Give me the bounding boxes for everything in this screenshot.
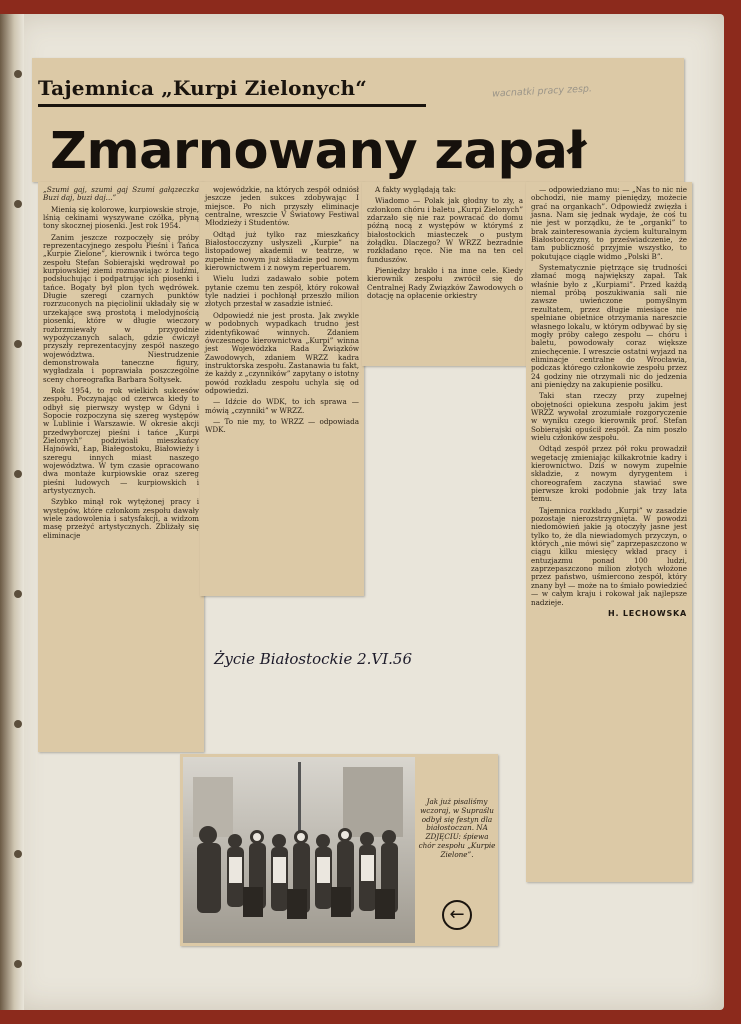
paragraph: wojewódzkie, na których zespół odniósł jeszcze jeden sukces zdobywając I miejsce. Po nich przyszły eliminacje centralne, wreszcie V Światowy Festiwal Młodzieży i Studentów. <box>205 185 359 228</box>
paragraph: Rok 1954, to rok wielkich sukcesów zespołu. Poczynając od czerwca kiedy to odbył się pierwszy występ w Gdyni i Sopocie rozpoczyna się szereg występów w Lublinie i Warszawie. W okresie akcji przedwyborczej pieśni i tańce „Kurpi Zielonych” podziwiali mieszkańcy Hajnówki, Łap, Białegostoku, Białowieży i szeregu innych miast naszego województwa. W tym czasie opracowano dwa montaże kurpiowskie oraz szereg pieśni ludowych — kurpiowskich i artystycznych. <box>43 385 199 496</box>
paragraph: — odpowiedziano mu: — „Nas to nic nie obchodzi, nie mamy pieniędzy, możecie grać na organkach”. Odpowiedź zwięzła i jasna. Nam się jednak wydaje, że coś tu nie jest w porządku, że te „organki” to brak zainteresowania życiem kulturalnym Białostocczyzny, to przeświadczenie, że tam publiczność przyjmie wszystko, to pokutujące ciągle widmo „Polski B”. <box>531 185 687 261</box>
paragraph: Odtąd już tylko raz mieszkańcy Białostocczyzny usłyszeli „Kurpie” na listopadowej akademii w teatrze, w zupełnie nowym już składzie pod nowym kierownictwem i z nowym repertuarem. <box>205 229 359 273</box>
paragraph: Tajemnica rozkładu „Kurpi” w zasadzie pozostaje nierozstrzygnięta. W powodzi niedomówień jakie ją otoczyły jasne jest tylko to, że dla niewiadomych przyczyn, o których „nie mówi się” zaprzepaszczono w ciągu kilku miesięcy wkład pracy i entuzjazmu ponad 100 ludzi, zaprzepaszczono milion złotych włożone przez państwo, uśmiercono zespół, który znany był — może na to śmiało powiedzieć — w całym kraju i rokował jak najlepsze nadzieje. <box>531 505 687 607</box>
headline-clipping <box>32 58 684 182</box>
photo-clipping <box>180 754 498 946</box>
album-binding <box>0 14 24 1010</box>
arrow-logo-icon: ← <box>442 900 472 930</box>
author-signature: H. LECHOWSKA <box>607 608 687 618</box>
handwritten-source-note: Życie Białostockie 2.VI.56 <box>214 650 413 668</box>
article-column-1 <box>38 182 204 752</box>
article-headline: Zmarnowany zapał <box>50 122 586 181</box>
paragraph: Zanim jeszcze rozpoczęły się próby reprezentacyjnego zespołu Pieśni i Tańca „Kurpie Zielone”, kierownik i twórca tego zespołu Stefan Sobierajski wędrował po kurpiowskiej ziemi rozmawiając z ludźmi, podsłuchując i podpatrując ich piosenki i tańce. Bogaty był plon tych wędrówek. Długie szeregi czarnych punktów rozrzuconych na pięciolinii układały się w urzekające swą prostotą i melodyjnością piosenki, które w długie wieczory rozbrzmiewały w przygodnie wypożyczanych salach, gdzie ćwiczył przyszły reprezentacyjny zespół naszego województwa. Niestrudzenie demonstrowała taneczne figury, wygładzała i poprawiała poszczególne sceny choreografka Barbara Sołtysek. <box>43 232 199 384</box>
paragraph: Odpowiedź nie jest prosta. Jak zwykle w podobnych wypadkach trudno jest zidentyfikować winnych. Zdaniem ówczesnego kierownictwa „Kurpi” winna jest Wojewódzka Rada Związków Zawodowych, zdaniem WRZZ kadra instruktorska zespołu. Zastanawia tu fakt, że każdy z „czynników” zapytany o istotny powód rozkładu zespołu uchyla się od odpowiedzi. <box>205 310 359 395</box>
photo-caption: Jak już pisaliśmy wczoraj, w Supraślu odbył się festyn dla białostoczan. NA ZDJĘCIU: śpiewa chór zespołu „Kurpie Zielone”. <box>418 797 496 859</box>
paragraph: Mienią się kolorowe, kurpiowskie stroje, lśnią cekinami wyszywane czółka, płyną tony skocznej piosenki. Jest rok 1954. <box>43 204 199 231</box>
paragraph: Wielu ludzi zadawało sobie potem pytanie czemu ten zespół, który rokował tyle nadziei i pochłonął przeszło milion złotych przestał w zasadzie istnieć. <box>205 274 359 309</box>
paragraph: Systematycznie piętrzące się trudności złamać mogą największy zapał. Tak właśnie było z „Kurpiami”. Przed każdą niemal próbą poszukiwania sali nie zawsze uwieńczone pomyślnym rezultatem, przez długie miesiące nie spełniane obietnice otrzymania nareszcie własnego lokalu, w którym odbywać by się mogły próby całego zespołu — chóru i baletu, powodowały coraz większe zniechęcenie. I wreszcie ostatni wyjazd na eliminacje centralne do Wrocławia, podczas którego członkowie zespołu przez 24 godziny nie otrzymali nic do jedzenia ani pieniędzy na zakupienie posiłku. <box>531 263 687 389</box>
kicker-rule <box>38 104 426 107</box>
paragraph: Szybko minął rok wytężonej pracy i występów, które członkom zespołu dawały wiele zadowolenia i satysfakcji, a widzom masę przeżyć artystycznych. Zbliżały się eliminacje <box>43 497 199 540</box>
paragraph: — Idźcie do WDK, to ich sprawa — mówią „czynniki” w WRZZ. <box>205 397 359 415</box>
paragraph: Wiadomo — Polak jak głodny to zły, a członkom chóru i baletu „Kurpi Zielonych” zdarzało się nie raz powracać do domu późną nocą z występów w którymś z białostockich miasteczek o pustym żołądku. Dlaczego? W WRZZ bezradnie rozkładano ręce. Nie ma na ten cel funduszów. <box>367 196 523 264</box>
article-column-3 <box>362 182 528 366</box>
choir-photo <box>183 757 415 943</box>
article-column-2 <box>200 182 364 596</box>
opening-verse: „Szumi gaj, szumi gaj Szumi gałązeczka Buzi daj, buzi daj...” <box>43 185 199 203</box>
paragraph: A fakty wyglądają tak: <box>375 185 457 194</box>
article-column-4 <box>526 182 692 882</box>
paragraph: Taki stan rzeczy przy zupełnej obojętności opiekuna zespołu jakim jest WRZZ wywołał zrozumiałe rozgoryczenie w wyniku czego kierownik prof. Stefan Sobierajski opuścił zespół. Za nim poszło wielu członków zespołu. <box>531 391 687 442</box>
article-kicker: Tajemnica „Kurpi Zielonych“ <box>38 76 368 100</box>
pencil-note: wacnatki pracy zesp. <box>491 83 593 100</box>
paragraph: Pieniędzy brakło i na inne cele. Kiedy kierownik zespołu zwrócił się do Centralnej Rady Związków Zawodowych o dotację na opłacenie orkiestry <box>367 266 523 301</box>
paragraph: — To nie my, to WRZZ — odpowiada WDK. <box>205 416 359 435</box>
paragraph: Odtąd zespół przez pół roku prowadził wegetację zmieniając kilkakrotnie kadry i kierownictwo. Dziś w nowym zupełnie składzie, z nowym dyrygentem i choreografem zaczyna stawiać swe pierwsze kroki podobnie jak trzy lata temu. <box>531 444 687 504</box>
